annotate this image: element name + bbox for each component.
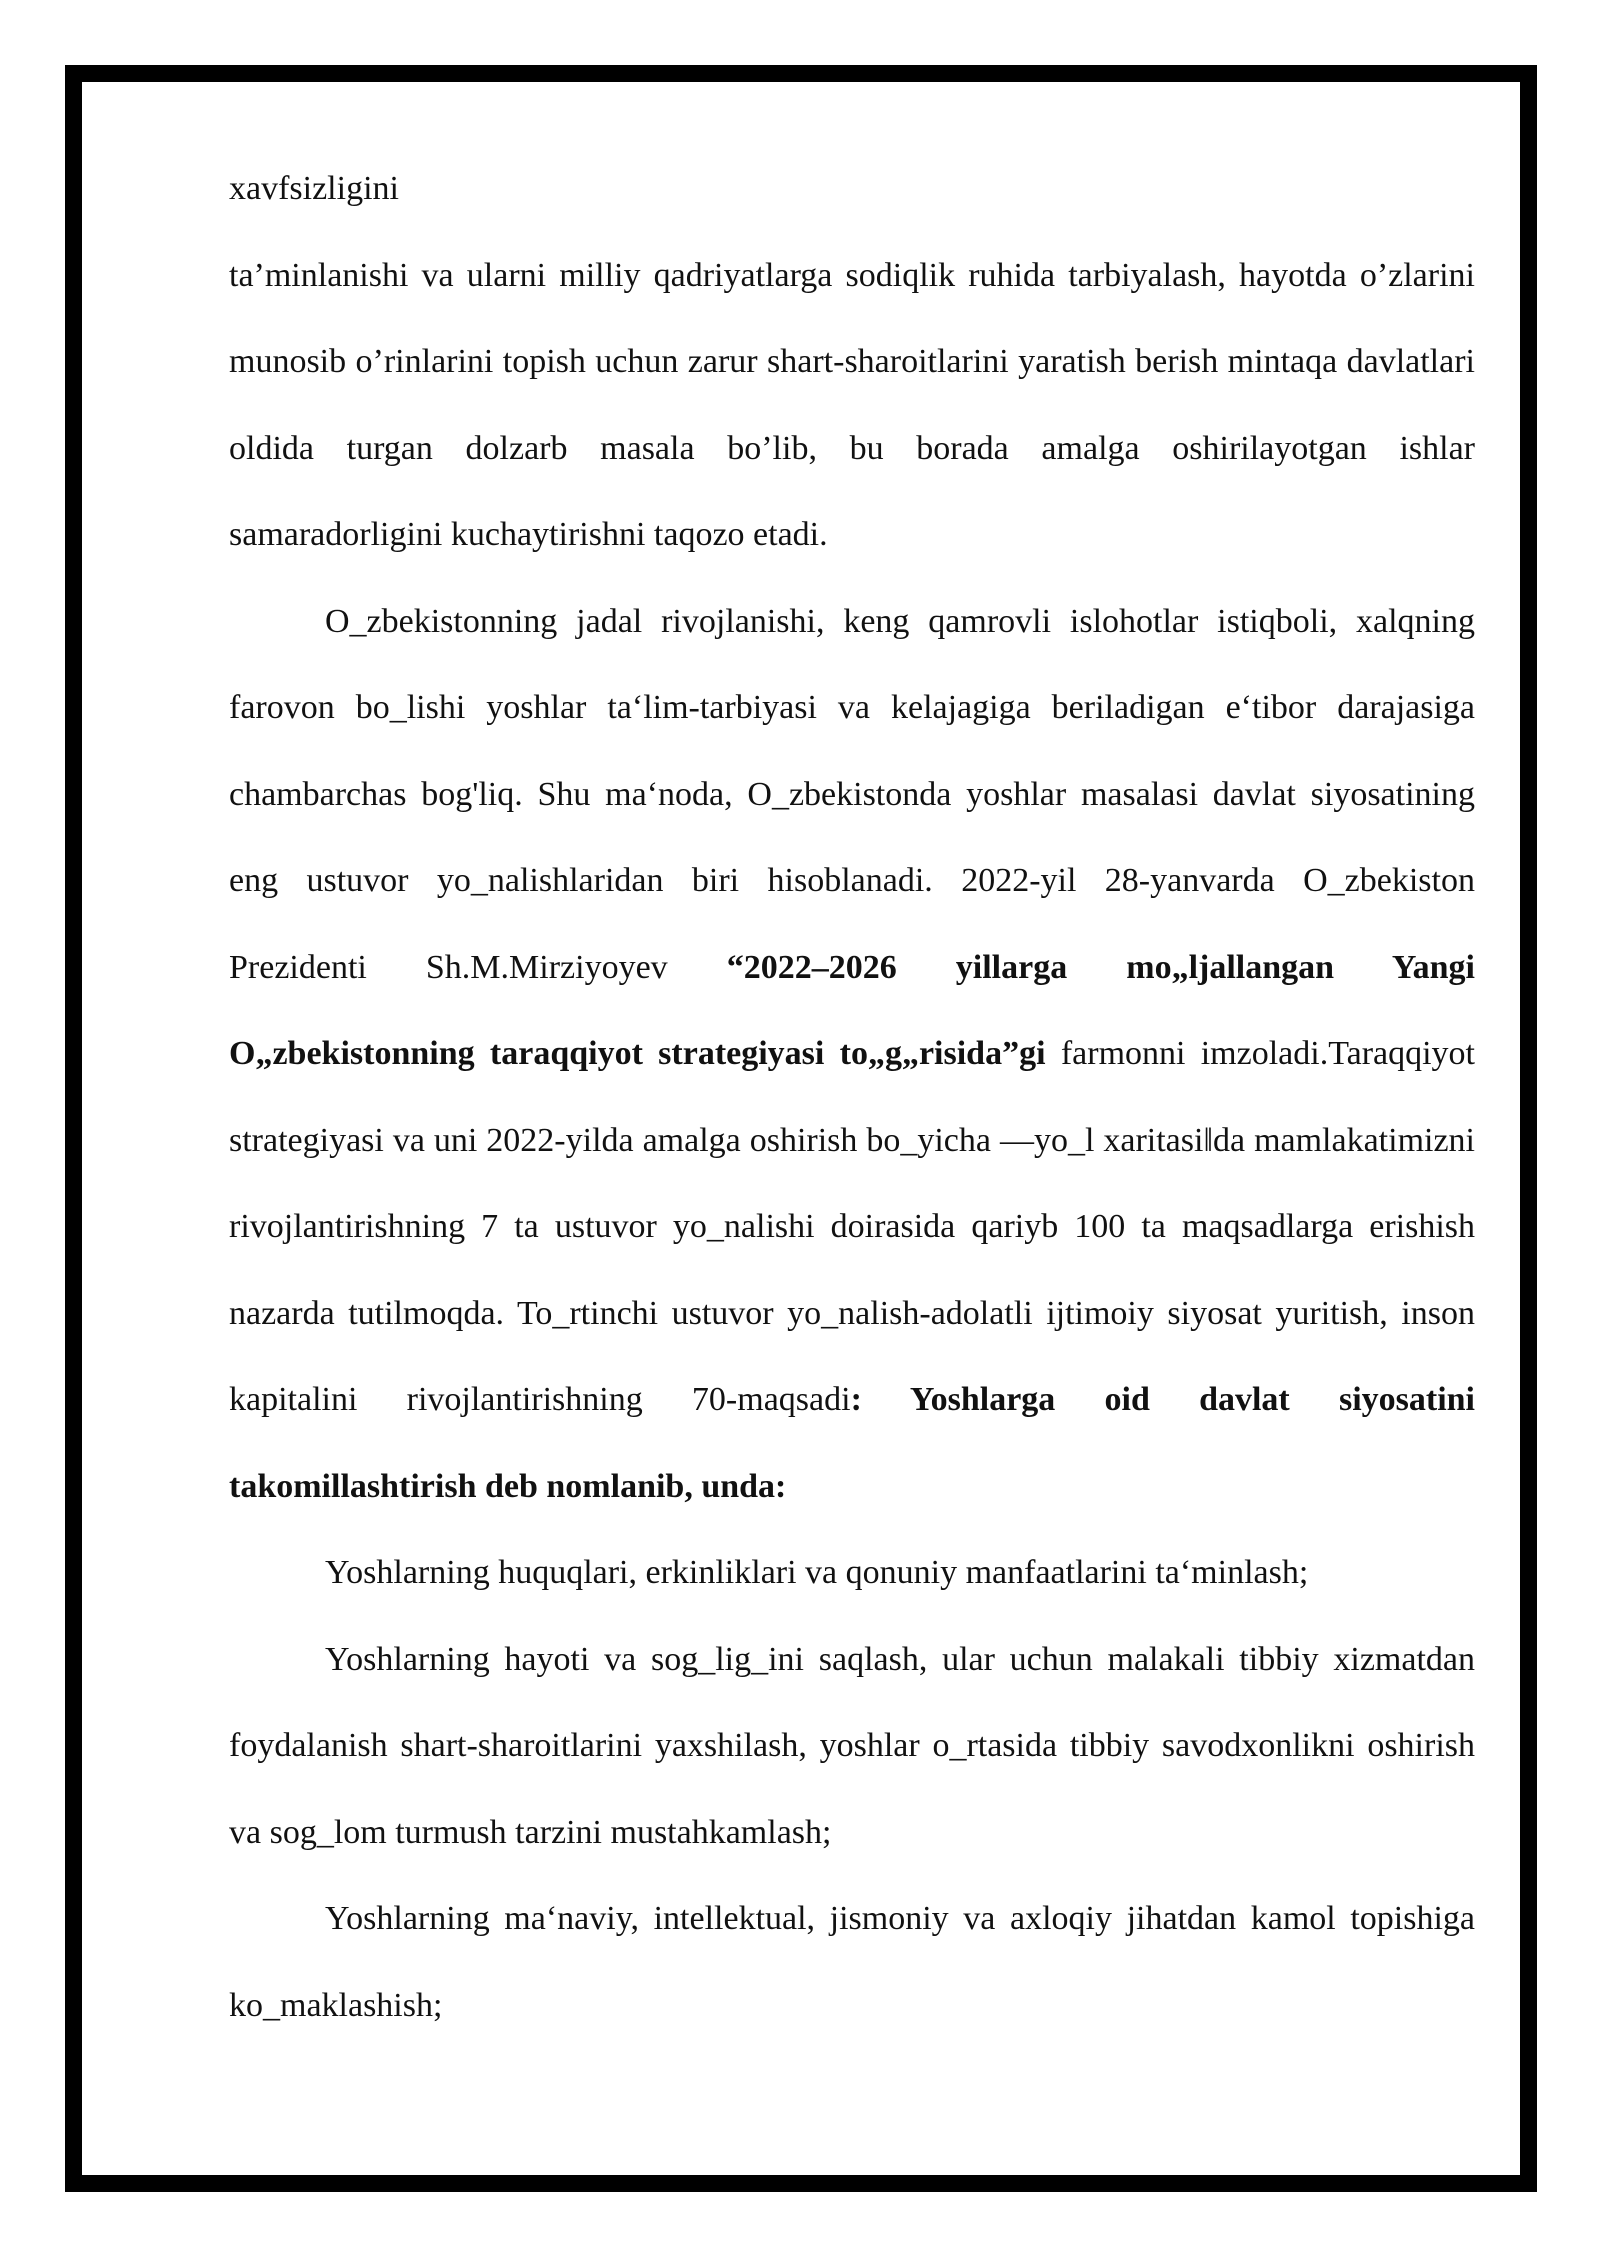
decree-title-bold: “2022–2026 yillarga mo„ljallangan Yangi O„zbekistonning taraqqiyot strategiyasi to„g„risida”gi <box>229 948 1475 1072</box>
list-item-health: Yoshlarning hayoti va sog_lig_ini saqlash, ular uchun malakali tibbiy xizmatdan foydalanish shart-sharoitlarini yaxshilash, yoshlar o_rtasida tibbiy savodxonlikni oshirish va sog_lom turmush tarzini mustahkamlash; <box>229 1640 1475 1851</box>
document-body <box>229 146 1475 2049</box>
paragraph-continuation-heading: xavfsizligini <box>229 170 399 207</box>
paragraph-strategy-text-a: O_zbekistonning jadal rivojlanishi, keng qamrovli islohotlar istiqboli, xalqning farovon bo_lishi yoshlar ta‘lim-tarbiyasi va kelajagiga beriladigan e‘tibor darajasiga chambarchas bog'liq. Shu ma‘noda, O_zbekistonda yoshlar masalasi davlat siyosatining eng ustuvor yo_nalishlaridan biri hisoblanadi. 2022-yil 28-yanvarda O_zbekiston Prezidenti Sh.M.Mirziyoyev <box>229 602 1475 986</box>
paragraph-continued: ta’minlanishi va ularni milliy qadriyatlarga sodiqlik ruhida tarbiyalash, hayotda o’zlarini munosib o’rinlarini topish uchun zarur shart-sharoitlarini yaratish berish mintaqa davlatlari oldida turgan dolzarb masala bo’lib, bu borada amalga oshirilayotgan ishlar samaradorligini kuchaytirishni taqozo etadi. <box>229 256 1475 553</box>
paragraph-strategy-text-c: farmonni imzoladi.Taraqqiyot strategiyasi va uni 2022-yilda amalga oshirish bo_yicha ―yo_l xaritasi‖da mamlakatimizni rivojlantirishning 7 ta ustuvor yo_nalishi doirasida qariyb 100 ta maqsadlarga erishish nazarda tutilmoqda. To_rtinchi ustuvor yo_nalish-adolatli ijtimoiy siyosat yuritish, inson kapitalini rivojlantirishning 70-maqsadi <box>229 1035 1475 1418</box>
list-item-rights: Yoshlarning huquqlari, erkinliklari va qonuniy manfaatlarini ta‘minlash; <box>325 1554 1309 1591</box>
goal-70-bold: : Yoshlarga oid davlat siyosatini takomillashtirish deb nomlanib, unda: <box>229 1381 1475 1505</box>
paragraph-strategy <box>229 579 1475 1531</box>
list-item-development: Yoshlarning ma‘naviy, intellektual, jismoniy va axloqiy jihatdan kamol topishiga ko_maklashish; <box>229 1900 1475 2024</box>
